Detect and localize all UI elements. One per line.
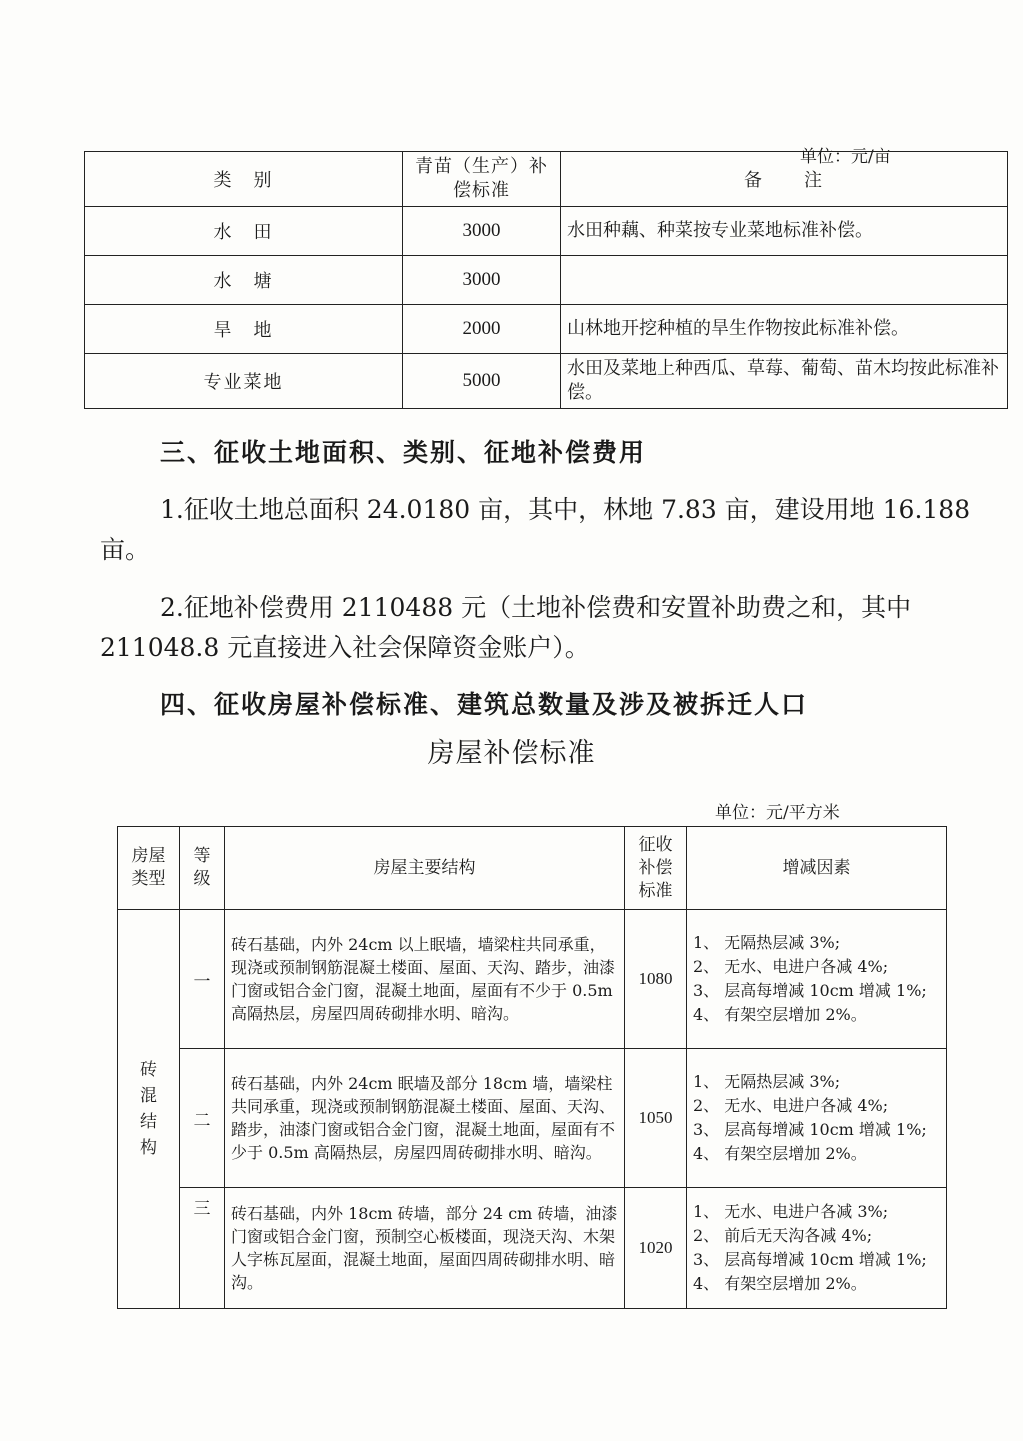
factor-item: 1、 无水、电进户各减 3%; [693,1202,889,1221]
factor-item: 1、 无隔热层减 3%; [693,1072,841,1091]
standard-cell: 1020 [625,1188,687,1309]
factors-cell [687,1049,947,1188]
factor-item: 4、 有架空层增加 2%。 [693,1144,867,1163]
row-value: 3000 [403,256,561,305]
table-row [85,207,1008,256]
row-category: 水 田 [85,207,403,256]
section3-paragraph-2: 2.征地补偿费用 2110488 元（土地补偿费和安置补助费之和，其中 211048.8 元直接进入社会保障资金账户）。 [100,593,912,662]
table-row [85,256,1008,305]
section3-heading: 三、征收土地面积、类别、征地补偿费用 [160,438,647,467]
grade-cell: 一 [180,910,225,1049]
factor-item: 3、 层高每增减 10cm 增减 1%; [693,1250,927,1269]
row-remark: 水田及菜地上种西瓜、草莓、葡萄、苗木均按此标准补偿。 [561,354,1008,409]
table-row [85,305,1008,354]
seedling-compensation-table [84,151,1008,409]
row-value: 5000 [403,354,561,409]
factor-item: 2、 无水、电进户各减 4%; [693,957,889,976]
header-standard: 青苗（生产）补偿标准 [403,152,561,207]
header-standard: 征收补偿标准 [625,827,687,910]
house-type-cell: 砖混结构 [118,910,180,1309]
grade-cell: 二 [180,1049,225,1188]
house-compensation-table [117,826,947,1309]
header-grade: 等级 [180,827,225,910]
table-header-row [118,827,947,910]
row-value: 2000 [403,305,561,354]
section3-paragraph-1: 1.征收土地总面积 24.0180 亩，其中，林地 7.83 亩，建设用地 16.188 亩。 [100,495,971,564]
structure-cell: 砖石基础，内外 18cm 砖墙，部分 24 cm 砖墙，油漆门窗或铝合金门窗，预制空心板楼面，现浇天沟、木架人字栋瓦屋面，混凝土地面，屋面四周砖砌排水明、暗沟。 [225,1188,625,1309]
table-row [118,1188,947,1309]
row-category: 水 塘 [85,256,403,305]
header-remark: 备 注 [561,152,1008,207]
table-row [118,910,947,1049]
row-remark [561,256,1008,305]
row-value: 3000 [403,207,561,256]
table-row [118,1049,947,1188]
factor-item: 2、 前后无天沟各减 4%; [693,1226,873,1245]
row-category: 专业菜地 [85,354,403,409]
factor-item: 4、 有架空层增加 2%。 [693,1274,867,1293]
section4-heading: 四、征收房屋补偿标准、建筑总数量及涉及被拆迁人口 [160,690,809,719]
row-remark: 水田种藕、种菜按专业菜地标准补偿。 [561,207,1008,256]
row-remark: 山林地开挖种植的旱生作物按此标准补偿。 [561,305,1008,354]
table2-unit: 单位：元/平方米 [715,803,840,823]
factor-item: 4、 有架空层增加 2%。 [693,1005,867,1024]
standard-cell: 1080 [625,910,687,1049]
grade-cell: 三 [180,1188,225,1309]
structure-cell: 砖石基础，内外 24cm 眠墙及部分 18cm 墙，墙梁柱共同承重，现浇或预制钢筋混凝土楼面、屋面、天沟、踏步，油漆门窗或铝合金门窗，混凝土地面，屋面有不少于 0.5m 高隔热层，房屋四周砖砌排水明、暗沟。 [225,1049,625,1188]
factor-item: 3、 层高每增减 10cm 增减 1%; [693,1120,927,1139]
row-category: 旱 地 [85,305,403,354]
table-header-row [85,152,1008,207]
header-factors: 增减因素 [687,827,947,910]
table1-unit: 单位：元/亩 [800,147,891,167]
factors-cell [687,910,947,1049]
structure-cell: 砖石基础，内外 24cm 以上眠墙，墙梁柱共同承重，现浇或预制钢筋混凝土楼面、屋面、天沟、踏步，油漆门窗或铝合金门窗，混凝土地面，屋面有不少于 0.5m 高隔热层，房屋四周砖砌排水明、暗沟。 [225,910,625,1049]
standard-cell: 1050 [625,1049,687,1188]
factor-item: 2、 无水、电进户各减 4%; [693,1096,889,1115]
table2-title: 房屋补偿标准 [427,738,596,769]
factor-item: 1、 无隔热层减 3%; [693,933,841,952]
factor-item: 3、 层高每增减 10cm 增减 1%; [693,981,927,1000]
header-structure: 房屋主要结构 [225,827,625,910]
factors-cell [687,1188,947,1309]
header-category: 类 别 [85,152,403,207]
header-house-type: 房屋类型 [118,827,180,910]
table-row [85,354,1008,409]
